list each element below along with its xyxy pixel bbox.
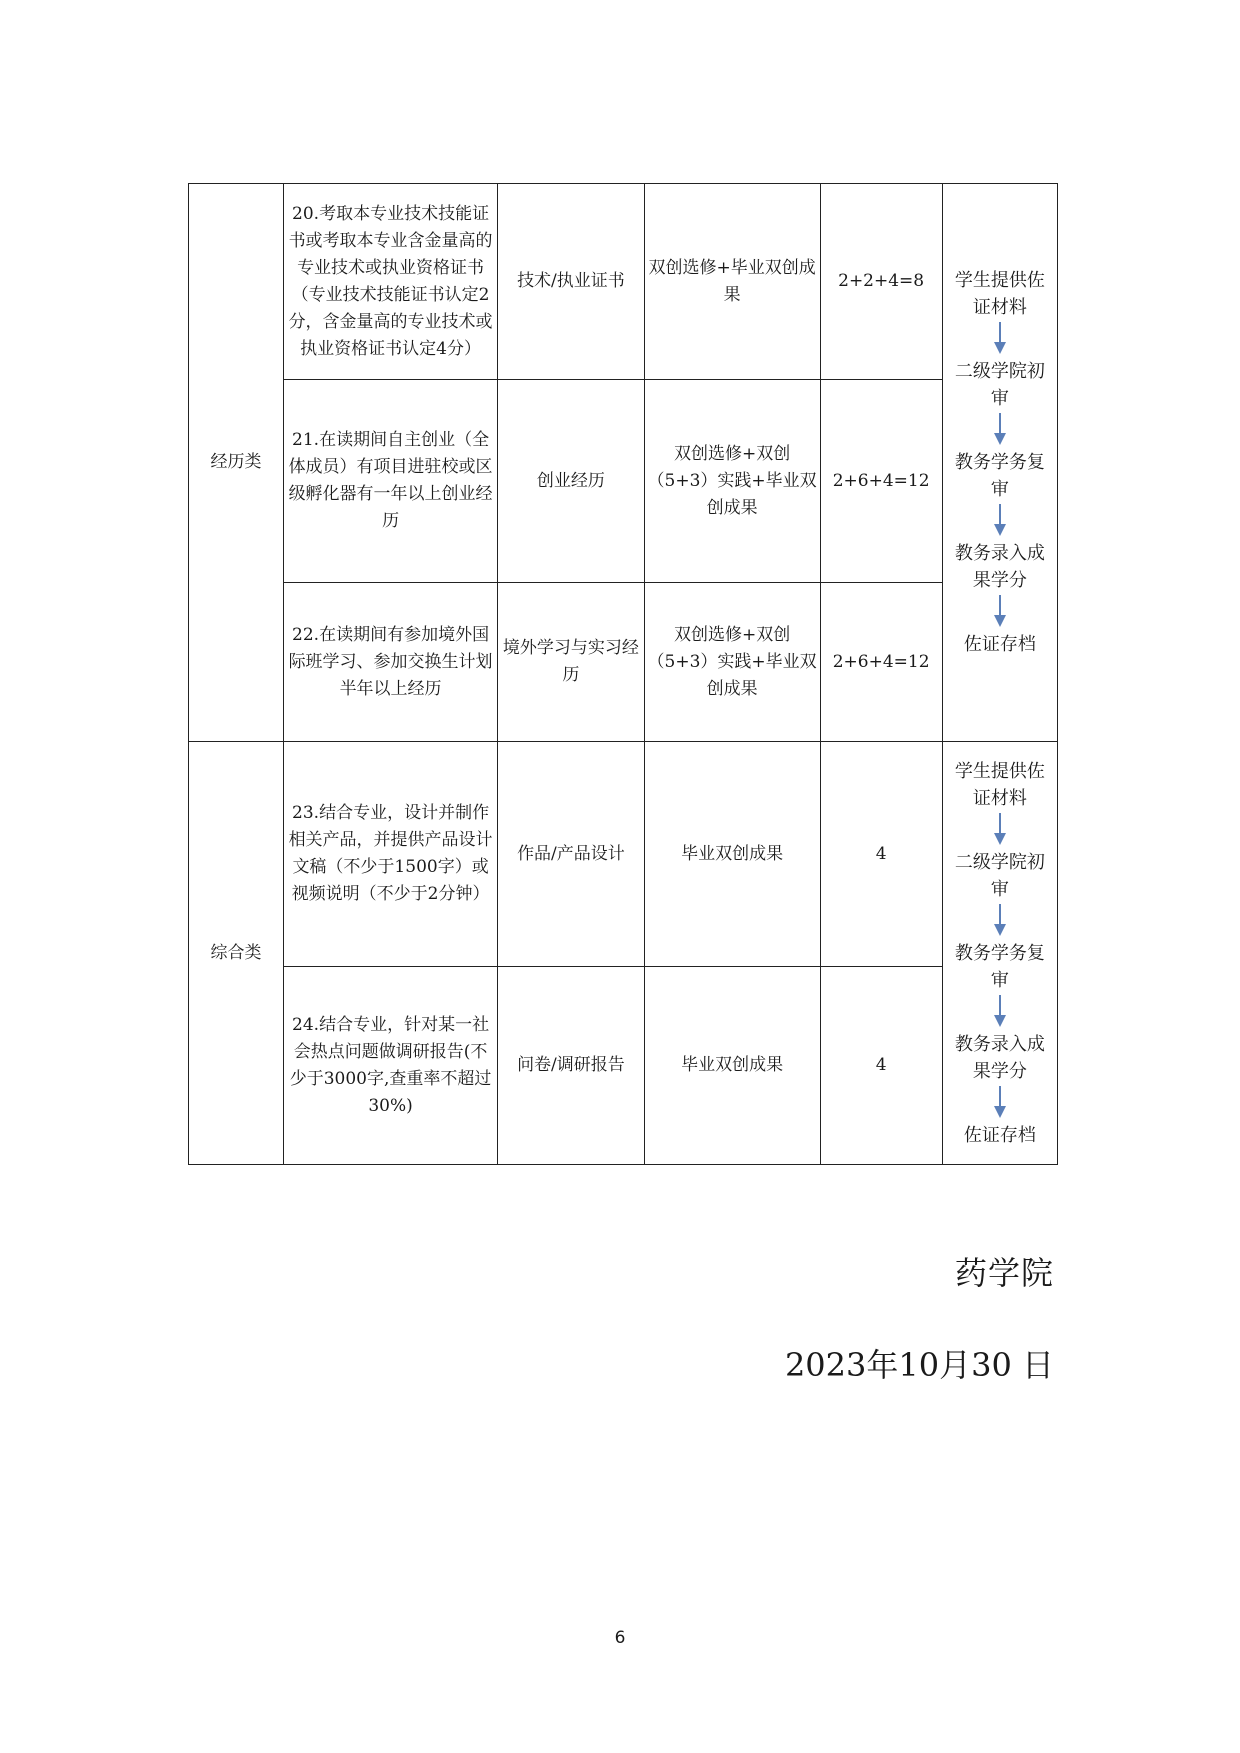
flow-step: 教务学务复审: [954, 942, 1045, 991]
arrow-down-icon: [993, 595, 1007, 627]
table-row: [189, 380, 1058, 583]
type-cell: 创业经历: [498, 380, 645, 583]
arrow-down-icon: [993, 504, 1007, 536]
page-number: 6: [614, 1628, 626, 1648]
flow-step: 学生提供佐证材料: [954, 270, 1045, 318]
course-cell: 毕业双创成果: [644, 967, 820, 1165]
flow-step: 教务录入成果学分: [954, 1033, 1045, 1082]
score-cell: 4: [820, 967, 942, 1165]
course-cell: 双创选修+双创（5+3）实践+毕业双创成果: [644, 583, 820, 742]
item-cell: 20.考取本专业技术技能证书或考取本专业含金量高的专业技术或执业资格证书（专业技术技能证书认定2分，含金量高的专业技术或执业资格证书认定4分）: [283, 184, 497, 380]
item-cell: 24.结合专业，针对某一社会热点问题做调研报告(不少于3000字,查重率不超过30%): [283, 967, 497, 1165]
item-cell: 22.在读期间有参加境外国际班学习、参加交换生计划半年以上经历: [283, 583, 497, 742]
score-cell: 4: [820, 742, 942, 967]
flow-step: 二级学院初审: [954, 851, 1045, 900]
flow-step: 佐证存档: [963, 634, 1036, 655]
score-cell: 2+6+4=12: [820, 380, 942, 583]
arrow-down-icon: [993, 904, 1007, 936]
table-row: [189, 742, 1058, 967]
item-cell: 23.结合专业，设计并制作相关产品，并提供产品设计文稿（不少于1500字）或视频说明（不少于2分钟）: [283, 742, 497, 967]
item-cell: 21.在读期间自主创业（全体成员）有项目进驻校或区级孵化器有一年以上创业经历: [283, 380, 497, 583]
arrow-down-icon: [993, 813, 1007, 845]
credit-table: [188, 183, 1058, 1165]
table-row: [189, 967, 1058, 1165]
course-cell: 双创选修+毕业双创成果: [644, 184, 820, 380]
arrow-down-icon: [993, 413, 1007, 445]
course-cell: 双创选修+双创（5+3）实践+毕业双创成果: [644, 380, 820, 583]
process-flow: [943, 758, 1057, 1149]
flow-step: 佐证存档: [963, 1124, 1036, 1146]
course-cell: 毕业双创成果: [644, 742, 820, 967]
flow-step: 教务录入成果学分: [954, 543, 1045, 591]
process-flow-cell: [942, 742, 1057, 1165]
arrow-down-icon: [993, 1086, 1007, 1118]
document-date: 2023年10月30 日: [784, 1346, 1054, 1384]
type-cell: 作品/产品设计: [498, 742, 645, 967]
process-flow-cell: [942, 184, 1057, 742]
score-cell: 2+2+4=8: [820, 184, 942, 380]
table-row: [189, 184, 1058, 380]
arrow-down-icon: [993, 995, 1007, 1027]
category-cell: 经历类: [189, 184, 284, 742]
process-flow: [943, 267, 1057, 658]
flow-step: 二级学院初审: [954, 361, 1045, 409]
table-row: [189, 583, 1058, 742]
type-cell: 问卷/调研报告: [498, 967, 645, 1165]
arrow-down-icon: [993, 322, 1007, 354]
organization-name: 药学院: [954, 1254, 1054, 1292]
type-cell: 境外学习与实习经历: [498, 583, 645, 742]
category-cell: 综合类: [189, 742, 284, 1165]
score-cell: 2+6+4=12: [820, 583, 942, 742]
flow-step: 学生提供佐证材料: [954, 760, 1045, 809]
flow-step: 教务学务复审: [954, 452, 1045, 500]
type-cell: 技术/执业证书: [498, 184, 645, 380]
